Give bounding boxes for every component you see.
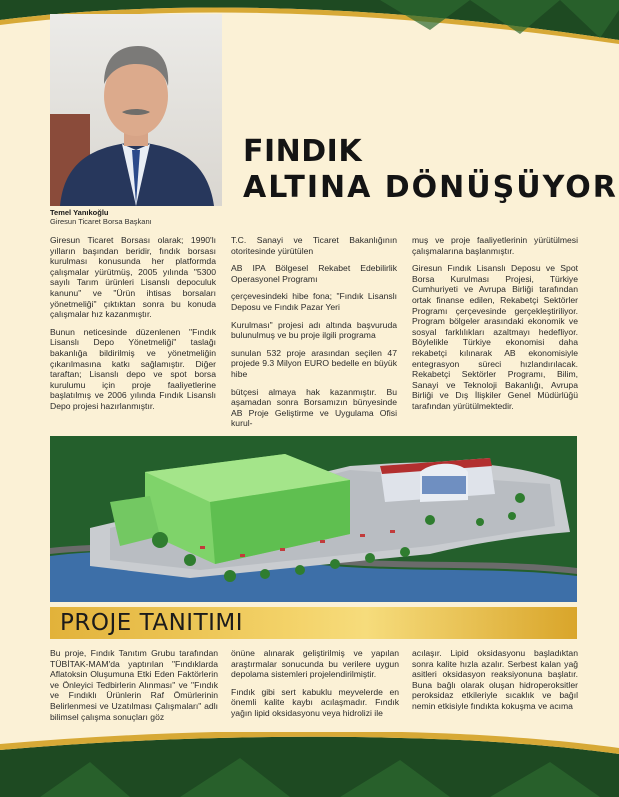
title-line-1: FINDIK	[243, 134, 363, 169]
paragraph: bütçesi almaya hak kazanmıştır. Bu aşamadan sonra Borsamızın bünyesinde AB Proje Geliştirme ve Uygulama Ofisi kurul-	[231, 386, 397, 429]
photo-caption-name: Temel Yanıkoğlu	[50, 208, 109, 217]
paragraph: Giresun Fındık Lisanslı Deposu ve Spot Borsa Kurulması Projesi, Türkiye Cumhuriyeti ve Avrupa Birliği tarafından ortak finanse edilen, Rekabetçi Sektörler Programı çerçevesinde gerçekleştiriliyor. Program bölgeler arasındaki ekonomik ve sosyal farklılıkları azaltmayı hedefliyor. Böylelikle Türkiye ekonomisi daha rekabetçi kılınarak AB ekonomisiyle entegrasyon süreci hızlandırılacak. Rekabetçi Sektörler Programı, Bilim, Sanayi ve Teknoloji Bakanlığı, Avrupa Birliği ve Dış İlişkiler Genel Müdürlüğü tarafından yürütülmektedir.	[412, 263, 578, 411]
paragraph: çerçevesindeki hibe fona; "Fındık Lisanslı Deposu ve Fındık Pazar Yeri	[231, 291, 397, 312]
article-column-1	[50, 235, 216, 419]
article-column-2	[231, 235, 397, 436]
paragraph: Giresun Ticaret Borsası olarak; 1990'lı yılların başından beridir, fındık borsası kurulması konusunda her platformda çalışmalar yürütmüş, 2005 yılında "5300 sayılı Tarım ürünleri Lisanslı depoculuk kanunu" ve "Ürün ihtisas borsaları yönetmeliği" çıktıktan sonra bu konuda çalışmalar hız kazanmıştır.	[50, 235, 216, 320]
section-column-1	[50, 648, 218, 729]
paragraph: Bunun neticesinde düzenlenen "Fındık Lisanslı Depo Yönetmeliği" taslağı bakanlığa bildirilmiş ve yönetmeliğin çıkarılmasına katkı sağlamıştır. Diğer taraftan; Lisanslı depo ve spot borsa kurulumu için proje faaliyetlerine başlatılmış ve 2006 yılında Fındık Lisanslı Depo projesi hazırlanmıştır.	[50, 326, 216, 411]
paragraph: önüne alınarak geliştirilmiş ve yapılan araştırmalar sonucunda bu verilere uygun depolama sistemleri projelendirilmiştir.	[231, 648, 399, 680]
photo-caption-role: Giresun Ticaret Borsa Başkanı	[50, 217, 152, 226]
section-column-3	[412, 648, 578, 719]
section-column-2	[231, 648, 399, 726]
paragraph: T.C. Sanayi ve Ticaret Bakanlığının otoritesinde yürütülen	[231, 235, 397, 256]
bottom-decorative-band	[0, 732, 619, 797]
article-column-3	[412, 235, 578, 419]
paragraph: Bu proje, Fındık Tanıtım Grubu tarafından TÜBİTAK-MAM'da yaptırılan "Fındıklarda Aflatoksin Oluşumuna Etki Eden Faktörlerin ve Önleyici Tedbirlerin Alınması" ve "Fındık ve Fındıklı Ürünlerin Raf Ömürlerinin Belirlenmesi ve Uzatılması Çalışmaları" adlı bilimsel çalışma sonuçları göz	[50, 648, 218, 722]
project-aerial-rendering	[50, 436, 577, 602]
article-title	[243, 134, 618, 206]
paragraph: Kurulması" projesi adı altında başvuruda bulunulmuş ve bu proje ilgili programa	[231, 319, 397, 341]
section-heading-bar	[50, 607, 577, 639]
paragraph: acılaşır. Lipid oksidasyonu başladıktan sonra kalite hızla azalır. Serbest kalan yağ asitleri oksidasyon reaksiyonuna başlatır. Buna bağlı olarak oluşan hidroperoksitler peroksidaz etkileriyle sıcaklık ve bağıl nemin etkisiyle fındıkta kokuşma ve acıma	[412, 648, 578, 711]
paragraph: Fındık gibi sert kabuklu meyvelerde en önemli kalite kaybı acılaşmadır. Fındık yağın lipid oksidasyonu veya hidrolizi ile	[231, 686, 399, 718]
paragraph: muş ve proje faaliyetlerinin yürütülmesi çalışmalarına başlanmıştır.	[412, 235, 578, 256]
paragraph: sunulan 532 proje arasından seçilen 47 projede 9.3 Milyon EURO bedelle en büyük hibe	[231, 347, 397, 379]
title-line-2: ALTINA DÖNÜŞÜYOR	[243, 170, 618, 205]
paragraph: AB IPA Bölgesel Rekabet Edebilirlik Operasyonel Programı	[231, 263, 397, 284]
portrait-photo	[50, 14, 222, 206]
section-title: PROJE TANITIMI	[60, 610, 244, 636]
